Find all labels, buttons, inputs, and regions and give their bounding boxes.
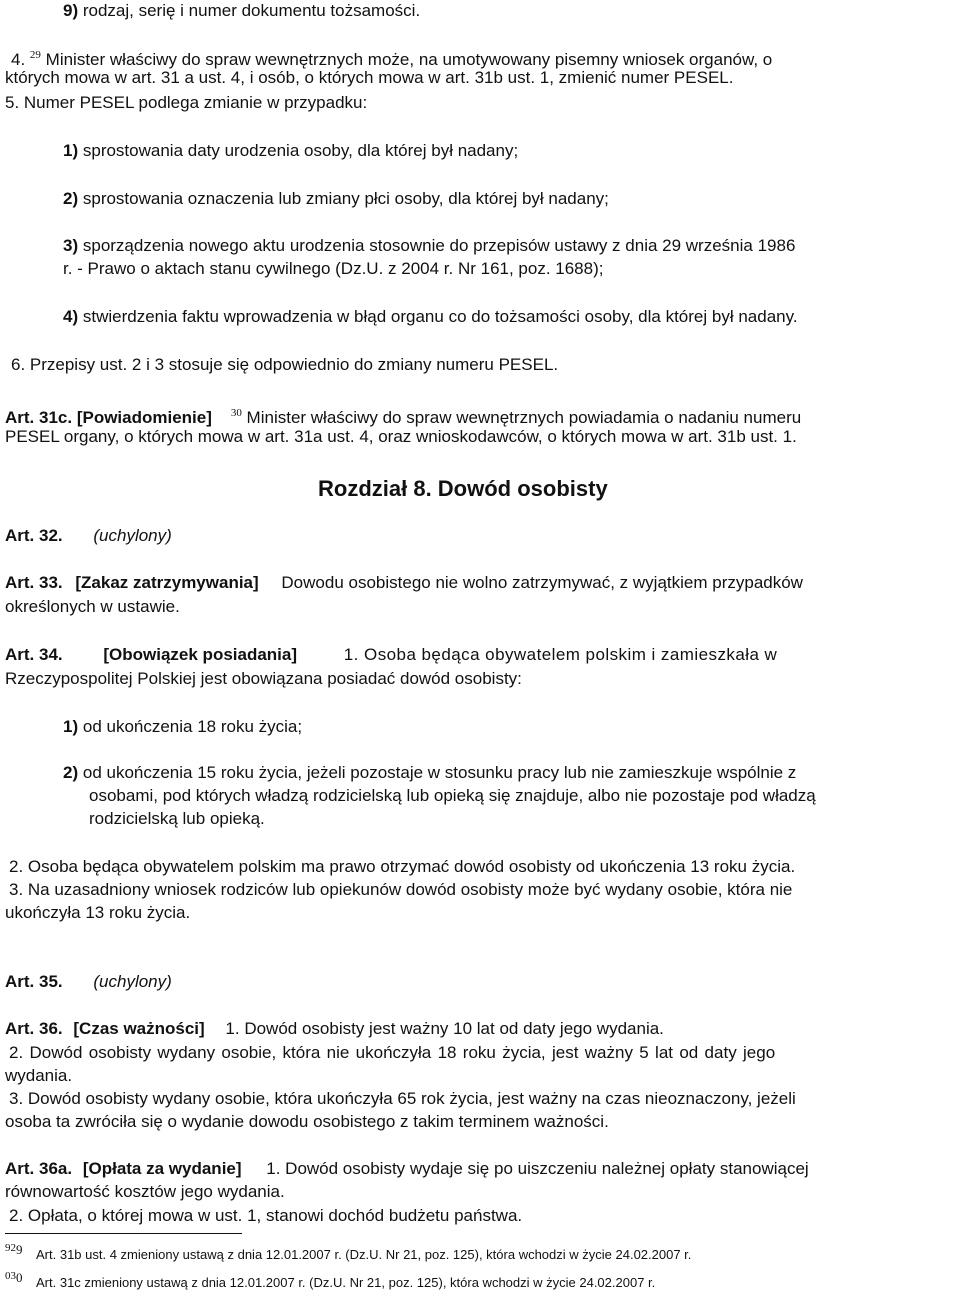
list-item-9 — [63, 1, 957, 21]
item-text: stwierdzenia faktu wprowadzenia w błąd organu co do tożsamości osoby, dla której był nadany. — [82, 307, 798, 326]
article-label: Art. 35. — [5, 972, 63, 991]
list-item-continuation: r. - Prawo o aktach stanu cywilnego (Dz.U. z 2004 r. Nr 161, poz. 1688); — [63, 259, 604, 278]
article-36a-line1 — [5, 1159, 957, 1179]
list-item — [63, 141, 957, 161]
article-32 — [5, 526, 957, 546]
article-36a-line2: równowartość kosztów jego wydania. — [5, 1182, 285, 1201]
article-text: 1. Dowód osobisty wydaje się po uiszczeniu należnej opłaty stanowiącej — [266, 1159, 809, 1178]
article-36a-ust2: 2. Opłata, o której mowa w ust. 1, stanowi dochód budżetu państwa. — [9, 1206, 523, 1225]
article-title: [Obowiązek posiadania] — [103, 645, 298, 664]
item-text: sprostowania oznaczenia lub zmiany płci osoby, dla której był nadany; — [82, 189, 609, 208]
item-number: 1) — [63, 717, 79, 736]
article-34-ust2: 2. Osoba będąca obywatelem polskim ma prawo otrzymać dowód osobisty od ukończenia 13 roku życia. — [9, 857, 796, 876]
chapter-heading: Rozdział 8. Dowód osobisty — [318, 476, 608, 501]
item-number: 9) — [63, 1, 79, 20]
footnote-separator — [5, 1233, 242, 1234]
item-text: sprostowania daty urodzenia osoby, dla której był nadany; — [82, 141, 519, 160]
paragraph-5-intro: 5. Numer PESEL podlega zmianie w przypadku: — [5, 93, 368, 112]
item-number: 4) — [63, 307, 79, 326]
article-34-ust3-line2: ukończyła 13 roku życia. — [5, 903, 191, 922]
article-label: Art. 34. — [5, 645, 63, 664]
footnote-ref: 29 — [29, 49, 41, 61]
paragraph-number: 4. — [11, 50, 26, 69]
article-36-ust3-line1: 3. Dowód osobisty wydany osobie, która ukończyła 65 rok życia, jest ważny na czas nieoznaczony, jeżeli — [9, 1089, 796, 1108]
article-31c-line2: PESEL organy, o których mowa w art. 31a ust. 4, oraz wnioskodawców, o których mowa w art. 31b ust. 1. — [5, 427, 797, 446]
footnote-ref: 30 — [230, 407, 242, 419]
article-title: [Powiadomienie] — [76, 408, 212, 427]
article-33-line2: określonych w ustawie. — [5, 597, 180, 616]
article-36-ust2-line1: 2. Dowód osobisty wydany osobie, która nie ukończyła 18 roku życia, jest ważny 5 lat od daty jego — [9, 1043, 776, 1062]
footnote — [0, 1268, 960, 1290]
article-title: [Zakaz zatrzymywania] — [75, 573, 259, 592]
article-title: [Czas ważności] — [73, 1019, 205, 1038]
list-item — [63, 763, 957, 783]
list-item — [63, 717, 957, 737]
item-number: 3) — [63, 236, 79, 255]
list-item-continuation: rodzicielską lub opieką. — [89, 809, 265, 828]
article-label: Art. 32. — [5, 526, 63, 545]
article-36-ust3-line2: osoba ta zwróciła się o wydanie dowodu osobistego z takim terminem ważności. — [5, 1112, 609, 1131]
list-item — [63, 189, 957, 209]
article-label: Art. 33. — [5, 573, 63, 592]
article-text: Minister właściwy do spraw wewnętrznych powiadamia o nadaniu numeru — [246, 408, 802, 427]
article-text: Dowodu osobistego nie wolno zatrzymywać, z wyjątkiem przypadków — [281, 573, 803, 592]
paragraph-4-line1 — [11, 45, 957, 70]
item-text: od ukończenia 15 roku życia, jeżeli pozostaje w stosunku pracy lub nie zamieszkuje wspólnie z — [82, 763, 797, 782]
article-label: Art. 31c. — [5, 408, 73, 427]
article-text: 1. Osoba będąca obywatelem polskim i zamieszkała w — [343, 645, 778, 664]
item-text: rodzaj, serię i numer dokumentu tożsamości. — [82, 1, 421, 20]
article-33-line1 — [5, 573, 957, 593]
article-status: (uchylony) — [93, 972, 172, 991]
article-label: Art. 36. — [5, 1019, 63, 1038]
article-text: 1. Dowód osobisty jest ważny 10 lat od daty jego wydania. — [225, 1019, 664, 1038]
article-34-line1 — [5, 645, 957, 665]
paragraph-text: Minister właściwy do spraw wewnętrznych może, na umotywowany pisemny wniosek organów, o — [45, 50, 773, 69]
paragraph-4-line2: których mowa w art. 31 a ust. 4, i osób, o których mowa w art. 31b ust. 1, zmienić numer PESEL. — [5, 68, 734, 87]
footnote-text: Art. 31c zmieniony ustawą z dnia 12.01.2007 r. (Dz.U. Nr 21, poz. 125), która wchodzi w życie 24.02.2007 r. — [36, 1275, 656, 1290]
item-number: 2) — [63, 189, 79, 208]
article-status: (uchylony) — [93, 526, 172, 545]
footnote — [0, 1240, 960, 1262]
paragraph-6: 6. Przepisy ust. 2 i 3 stosuje się odpowiednio do zmiany numeru PESEL. — [11, 355, 559, 374]
article-title: [Opłata za wydanie] — [82, 1159, 242, 1178]
footnote-text: Art. 31b ust. 4 zmieniony ustawą z dnia 12.01.2007 r. (Dz.U. Nr 21, poz. 125), która wchodzi w życie 24.02.2007 r. — [36, 1247, 692, 1262]
article-36-line1 — [5, 1019, 957, 1039]
item-text: sporządzenia nowego aktu urodzenia stosownie do przepisów ustawy z dnia 29 września 1986 — [82, 236, 796, 255]
list-item — [63, 236, 957, 256]
article-34-ust3-line1: 3. Na uzasadniony wniosek rodziców lub opiekunów dowód osobisty może być wydany osobie, która nie — [9, 880, 793, 899]
footnote-mark: 030 — [5, 1270, 23, 1285]
list-item-continuation: osobami, pod których władzą rodzicielską lub opieką się znajduje, albo nie pozostaje pod władzą — [89, 786, 816, 805]
footnote-mark: 929 — [5, 1242, 23, 1257]
article-label: Art. 36a. — [5, 1159, 73, 1178]
article-34-line2: Rzeczypospolitej Polskiej jest obowiązana posiadać dowód osobisty: — [5, 669, 522, 688]
list-item — [63, 307, 957, 327]
item-text: od ukończenia 18 roku życia; — [82, 717, 303, 736]
item-number: 1) — [63, 141, 79, 160]
article-36-ust2-line2: wydania. — [5, 1066, 73, 1085]
item-number: 2) — [63, 763, 79, 782]
article-35 — [5, 972, 957, 992]
article-31c-line1 — [5, 403, 957, 428]
